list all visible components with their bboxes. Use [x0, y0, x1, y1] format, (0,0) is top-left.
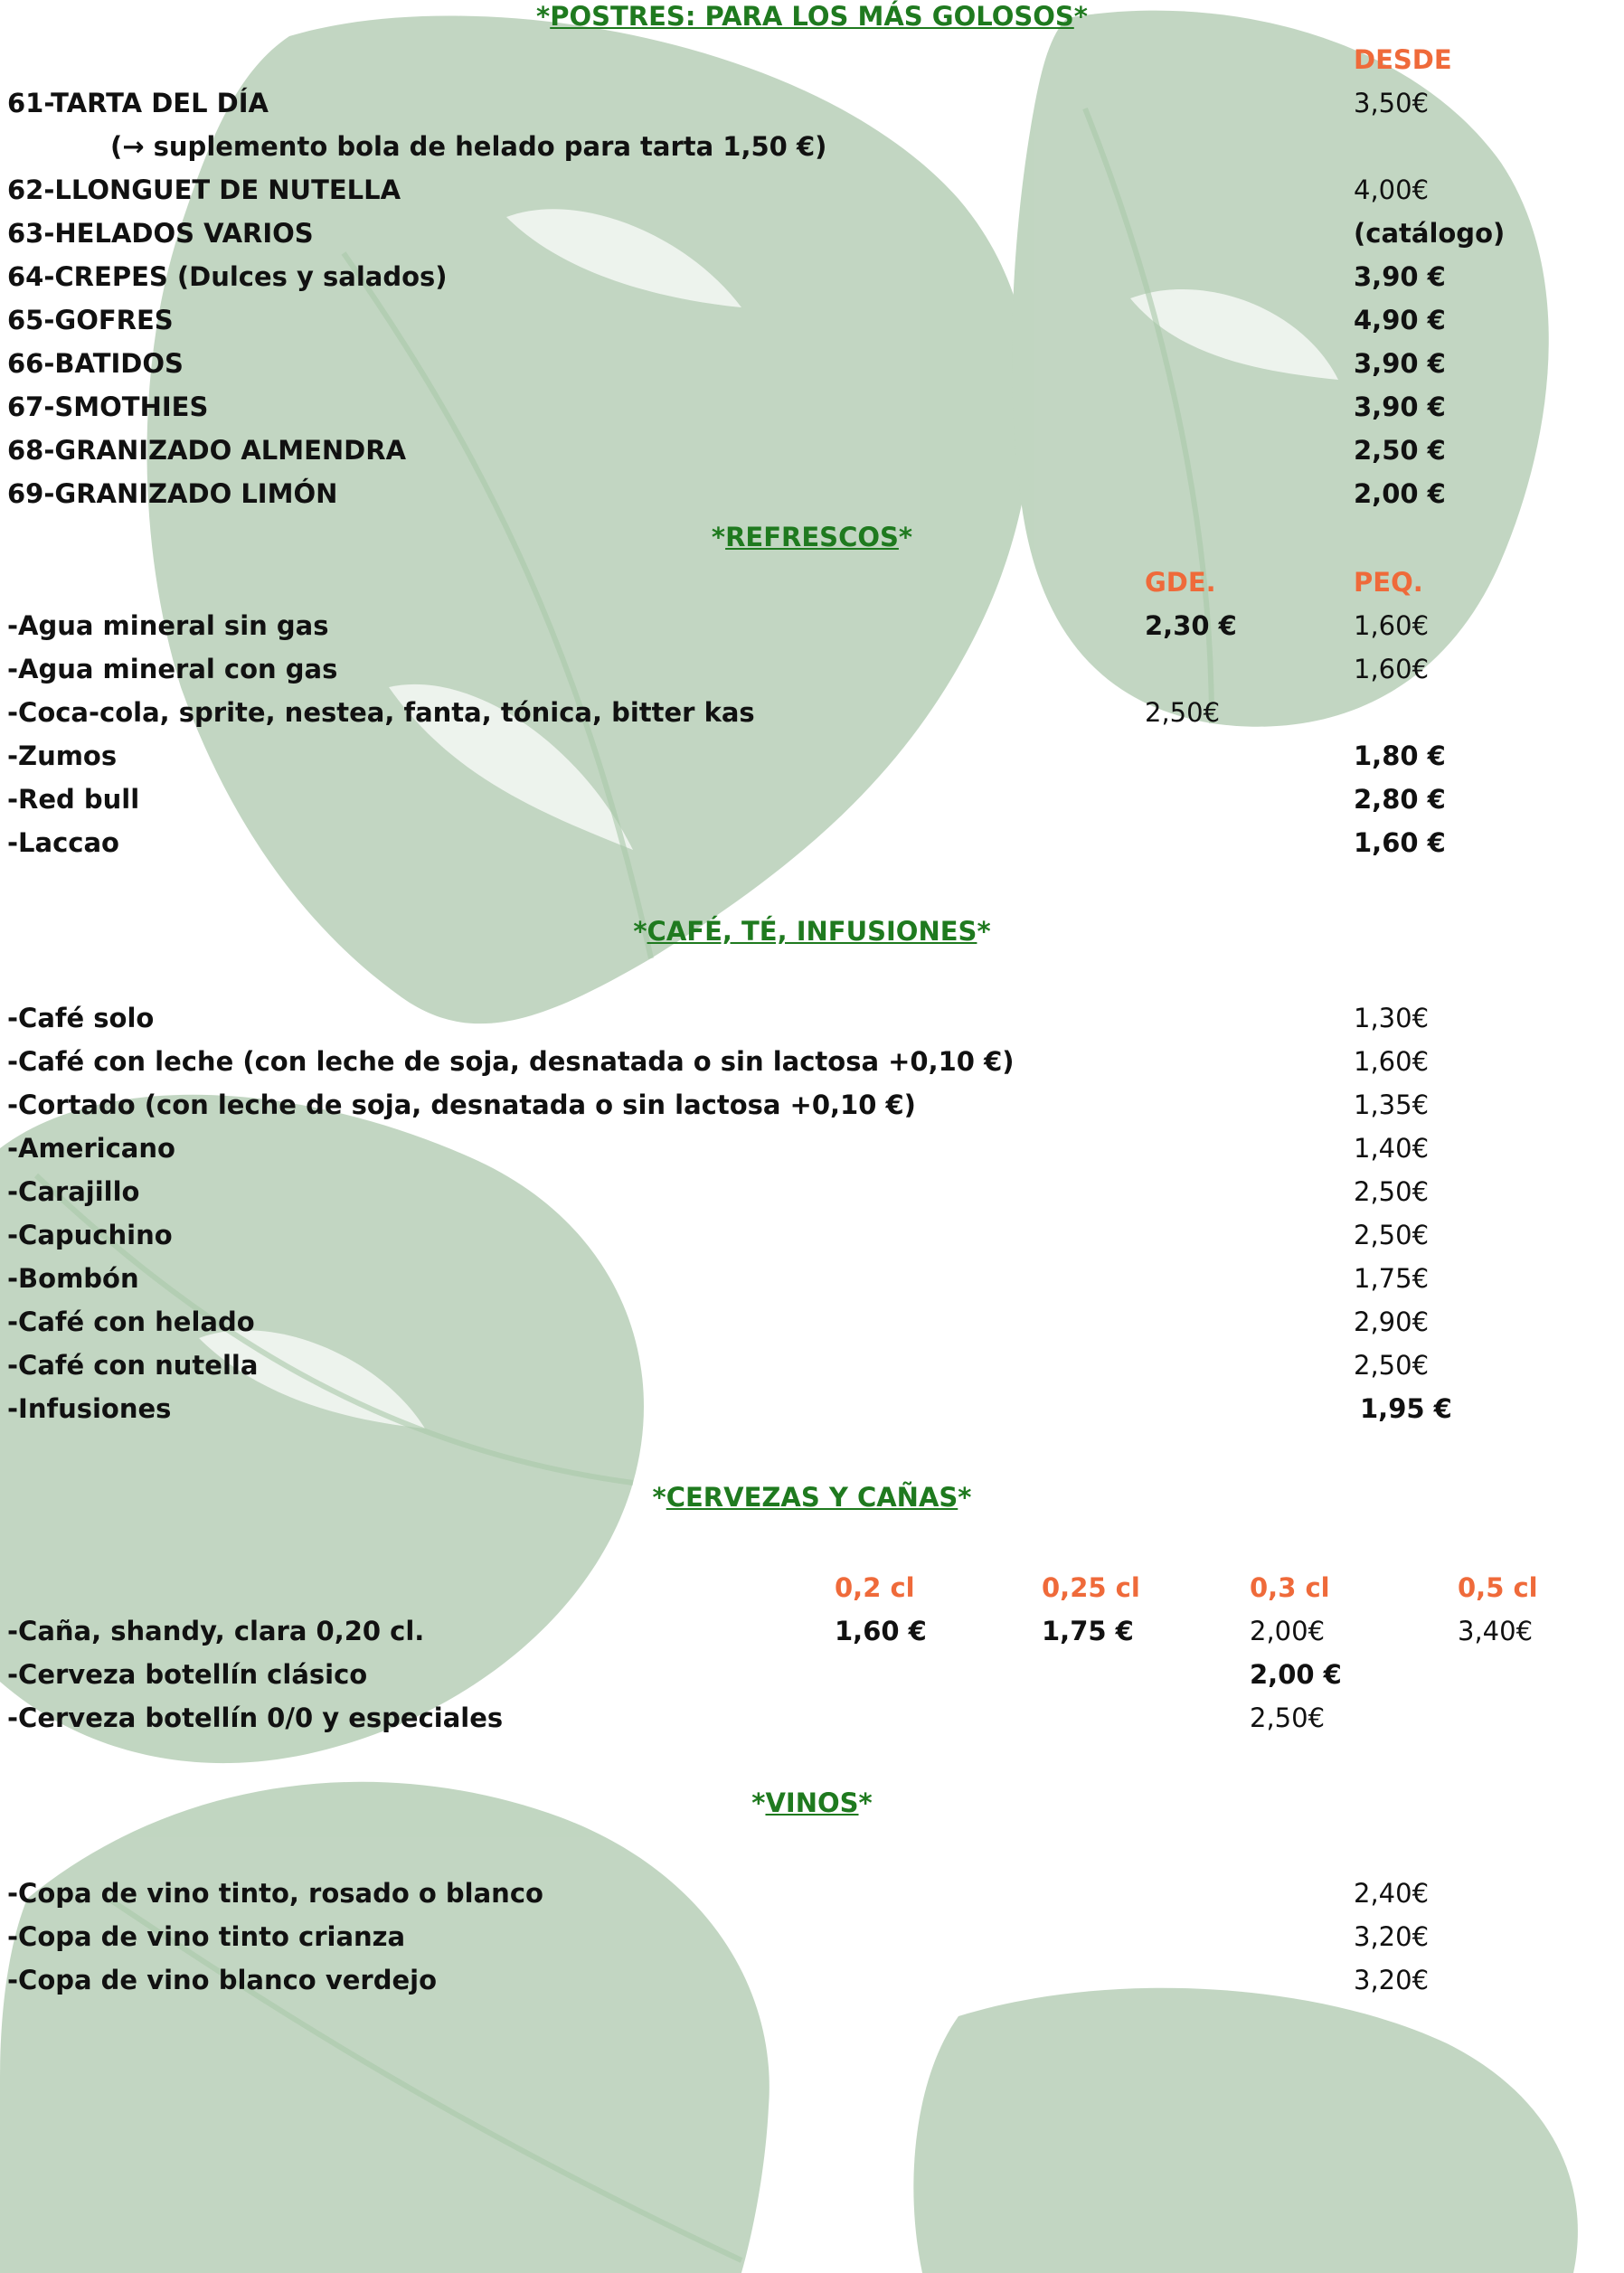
- menu-item: -Cerveza botellín 0/0 y especiales 2,50€: [7, 1702, 1326, 1733]
- menu-item: -Copa de vino tinto crianza 3,20€: [7, 1921, 1430, 1952]
- menu-item: -Cortado (con leche de soja, desnatada o sin lactosa +0,10 €) 1,35€: [7, 1089, 1430, 1120]
- cervezas-col-3: 0,3 cl: [1250, 1572, 1330, 1603]
- menu-item: -Café solo 1,30€: [7, 1003, 1430, 1033]
- postres-heading: *POSTRES: PARA LOS MÁS GOLOSOS*: [536, 1, 1088, 32]
- menu-item: -Americano 1,40€: [7, 1133, 1430, 1164]
- menu-item: 69-GRANIZADO LIMÓN 2,00 €: [7, 478, 1446, 509]
- menu-item: -Café con nutella 2,50€: [7, 1350, 1430, 1381]
- cafe-heading: *CAFÉ, TÉ, INFUSIONES*: [633, 916, 991, 947]
- menu-item: -Carajillo 2,50€: [7, 1176, 1430, 1207]
- menu-item: -Caña, shandy, clara 0,20 cl. 1,60 € 1,75 € 2,00€ 3,40€: [7, 1616, 1534, 1646]
- menu-item: -Agua mineral sin gas 2,30 € 1,60€: [7, 610, 1430, 641]
- menu-item: -Copa de vino blanco verdejo 3,20€: [7, 1965, 1430, 1995]
- menu-item: -Bombón 1,75€: [7, 1263, 1430, 1294]
- postres-col-desde: DESDE: [1354, 44, 1452, 75]
- menu-item: 66-BATIDOS 3,90 €: [7, 348, 1446, 379]
- menu-item: 67-SMOTHIES 3,90 €: [7, 391, 1446, 422]
- cervezas-col-4: 0,5 cl: [1458, 1572, 1538, 1603]
- menu-item: -Agua mineral con gas 1,60€: [7, 654, 1430, 684]
- cervezas-heading: *CERVEZAS Y CAÑAS*: [652, 1482, 972, 1513]
- menu-item: 63-HELADOS VARIOS (catálogo): [7, 218, 1506, 249]
- menu-item: 65-GOFRES 4,90 €: [7, 305, 1446, 335]
- menu-item: 61-TARTA DEL DÍA 3,50€: [7, 88, 1430, 118]
- menu-item: -Cerveza botellín clásico 2,00 €: [7, 1659, 1342, 1690]
- menu-item: 64-CREPES (Dulces y salados) 3,90 €: [7, 261, 1446, 292]
- menu-item: 68-GRANIZADO ALMENDRA 2,50 €: [7, 435, 1446, 466]
- menu-item: -Capuchino 2,50€: [7, 1220, 1430, 1250]
- menu-item: -Infusiones 1,95 €: [7, 1393, 1452, 1424]
- menu-item-note: (→ suplemento bola de helado para tarta 1,50 €): [110, 131, 827, 162]
- refrescos-heading: *REFRESCOS*: [711, 522, 913, 552]
- refrescos-col-peq: PEQ.: [1354, 567, 1423, 598]
- refrescos-col-gde: GDE.: [1145, 567, 1216, 598]
- menu-item: -Coca-cola, sprite, nestea, fanta, tónica, bitter kas 2,50€: [7, 697, 1221, 728]
- menu-item: 62-LLONGUET DE NUTELLA 4,00€: [7, 174, 1430, 205]
- menu-item: -Zumos 1,80 €: [7, 740, 1446, 771]
- menu-item: -Café con leche (con leche de soja, desnatada o sin lactosa +0,10 €) 1,60€: [7, 1046, 1430, 1077]
- cervezas-col-2: 0,25 cl: [1042, 1572, 1140, 1603]
- menu-item: -Café con helado 2,90€: [7, 1306, 1430, 1337]
- menu-item: -Laccao 1,60 €: [7, 827, 1446, 858]
- menu-item: -Copa de vino tinto, rosado o blanco 2,40€: [7, 1878, 1430, 1909]
- vinos-heading: *VINOS*: [751, 1787, 873, 1818]
- cervezas-col-1: 0,2 cl: [835, 1572, 915, 1603]
- menu-item: -Red bull 2,80 €: [7, 784, 1446, 815]
